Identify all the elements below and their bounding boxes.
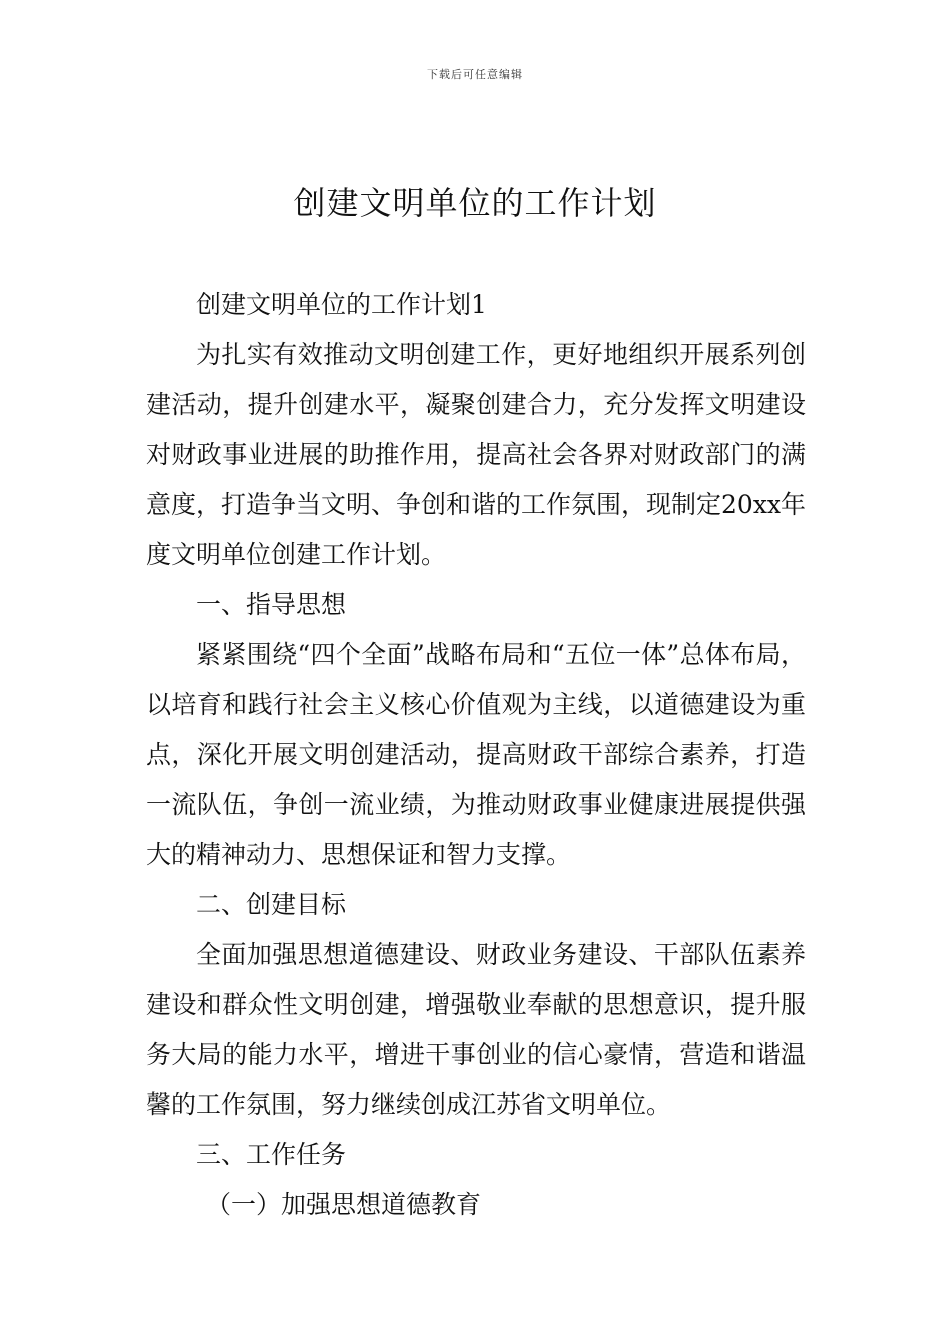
document-title: 创建文明单位的工作计划 — [293, 184, 657, 222]
body-paragraph: 紧紧围绕“四个全面”战略布局和“五位一体”总体布局，以培育和践行社会主义核心价值观为主线，以道德建设为重点，深化开展文明创建活动，提高财政干部综合素养，打造一流队伍，争创一流业绩，为推动财政事业健康进展提供强大的精神动力、思想保证和智力支撑。 — [146, 640, 806, 869]
body-paragraph: 为扎实有效推动文明创建工作，更好地组织开展系列创建活动，提升创建水平，凝聚创建合力，充分发挥文明建设对财政事业进展的助推作用，提高社会各界对财政部门的满意度，打造争当文明、争创和谐的工作氛围，现制定20xx年度文明单位创建工作计划。 — [146, 340, 807, 569]
document-body — [146, 280, 806, 1230]
body-paragraph: 全面加强思想道德建设、财政业务建设、干部队伍素养建设和群众性文明创建，增强敬业奉献的思想意识，提升服务大局的能力水平，增进干事创业的信心豪情，营造和谐温馨的工作氛围，努力继续创成江苏省文明单位。 — [146, 940, 806, 1119]
subsection-heading: （一）加强思想道德教育 — [206, 1190, 482, 1219]
section-heading: 二、创建目标 — [196, 890, 347, 919]
section-heading: 创建文明单位的工作计划1 — [196, 290, 487, 319]
header-note: 下载后可任意编辑 — [427, 68, 523, 81]
section-heading: 一、指导思想 — [196, 590, 347, 619]
section-heading: 三、工作任务 — [196, 1140, 347, 1169]
